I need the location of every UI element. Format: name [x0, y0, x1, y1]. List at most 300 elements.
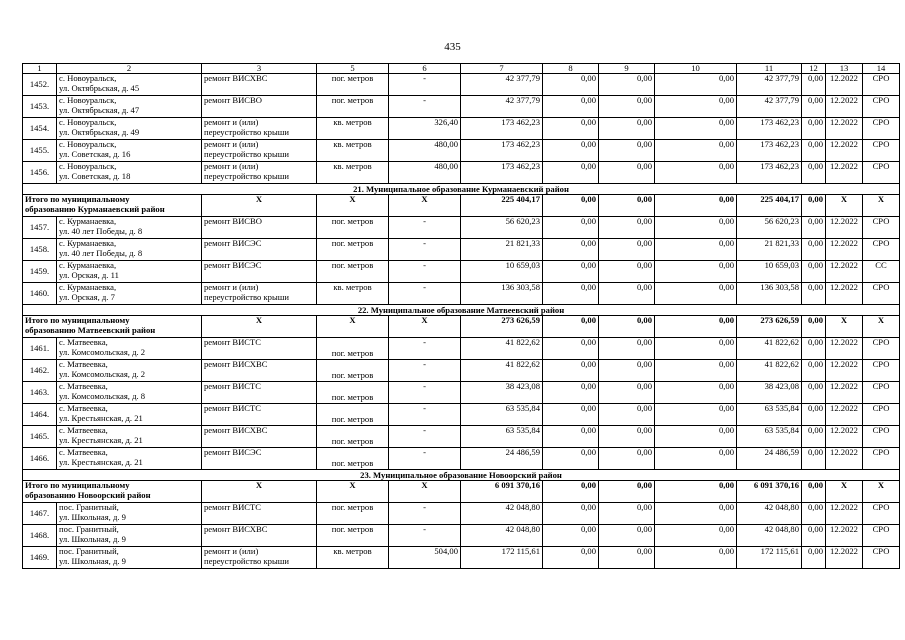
row-number: 1461.: [23, 338, 57, 360]
table-row: [23, 74, 900, 96]
address: [57, 525, 202, 547]
unit: кв. метров: [317, 140, 389, 162]
total-cell: X: [389, 195, 461, 217]
work-type-line-1: ремонт и (или): [204, 282, 259, 292]
work-type: [202, 239, 317, 261]
total-cell: X: [202, 481, 317, 503]
amount: 0,00: [655, 404, 737, 426]
address-line-1: с. Новоуральск,: [59, 73, 117, 83]
address-line-1: с. Матвеевка,: [59, 359, 108, 369]
funding-source: СРО: [863, 74, 900, 96]
table-row: [23, 426, 900, 448]
address-line-2: ул. Комсомольская, д. 2: [59, 368, 146, 379]
work-type: [202, 74, 317, 96]
work-type: [202, 547, 317, 569]
amount: 0,00: [802, 162, 826, 184]
unit: пог. метров: [317, 426, 389, 448]
amount: 173 462,23: [737, 118, 802, 140]
total-value: 0,00: [802, 316, 826, 338]
page-number: 435: [444, 41, 461, 53]
address: [57, 118, 202, 140]
work-type-line-2: переустройство крыши: [204, 170, 289, 181]
table-row: [23, 283, 900, 305]
address-line-2: ул. Школьная, д. 9: [59, 533, 126, 544]
area: -: [389, 261, 461, 283]
address-line-2: ул. Орская, д. 11: [59, 269, 119, 280]
amount: 24 486,59: [461, 448, 543, 470]
funding-source: СРО: [863, 338, 900, 360]
total-value: 0,00: [599, 195, 655, 217]
unit: пог. метров: [317, 239, 389, 261]
funding-source: СС: [863, 261, 900, 283]
work-type: [202, 525, 317, 547]
amount: 172 115,61: [461, 547, 543, 569]
amount: 0,00: [655, 426, 737, 448]
amount: 0,00: [543, 382, 599, 404]
unit: кв. метров: [317, 118, 389, 140]
completion-date: 12.2022: [826, 261, 863, 283]
amount: 63 535,84: [737, 426, 802, 448]
unit: пог. метров: [317, 382, 389, 404]
work-type-line-1: ремонт ВИСТС: [204, 502, 262, 512]
work-type: [202, 404, 317, 426]
table-row: [23, 96, 900, 118]
total-cell: X: [826, 481, 863, 503]
amount: 0,00: [599, 140, 655, 162]
work-type: [202, 261, 317, 283]
amount: 0,00: [543, 96, 599, 118]
address-line-1: с. Курманаевка,: [59, 238, 117, 248]
funding-source: СРО: [863, 448, 900, 470]
row-number: 1460.: [23, 283, 57, 305]
address-line-2: ул. Школьная, д. 9: [59, 555, 126, 566]
work-type-line-1: ремонт ВИСТС: [204, 403, 262, 413]
amount: 0,00: [655, 283, 737, 305]
amount: 0,00: [802, 96, 826, 118]
unit: пог. метров: [317, 404, 389, 426]
amount: 24 486,59: [737, 448, 802, 470]
total-cell: X: [863, 481, 900, 503]
amount: 0,00: [599, 74, 655, 96]
amount: 0,00: [655, 547, 737, 569]
unit: пог. метров: [317, 338, 389, 360]
address: [57, 426, 202, 448]
amount: 0,00: [655, 338, 737, 360]
address-line-1: с. Курманаевка,: [59, 260, 117, 270]
table-row: [23, 239, 900, 261]
amount: 0,00: [599, 239, 655, 261]
work-type-line-1: ремонт ВИСХВС: [204, 425, 268, 435]
work-type-line-1: ремонт ВИСХВС: [204, 524, 268, 534]
total-label-line-2: образованию Новоорский район: [25, 489, 151, 500]
amount: 63 535,84: [737, 404, 802, 426]
column-number: 13: [826, 64, 863, 74]
area: 326,40: [389, 118, 461, 140]
address: [57, 96, 202, 118]
amount: 21 821,33: [461, 239, 543, 261]
address-line-2: ул. Октябрьская, д. 49: [59, 126, 140, 137]
address-line-1: с. Курманаевка,: [59, 282, 117, 292]
work-type-line-1: ремонт ВИСТС: [204, 337, 262, 347]
section-title-row: [23, 305, 900, 316]
amount: 136 303,58: [737, 283, 802, 305]
amount: 0,00: [802, 426, 826, 448]
unit: пог. метров: [317, 217, 389, 239]
work-type: [202, 448, 317, 470]
address-line-2: ул. Комсомольская, д. 2: [59, 346, 146, 357]
total-cell: X: [826, 195, 863, 217]
amount: 0,00: [599, 382, 655, 404]
amount: 0,00: [543, 118, 599, 140]
area: -: [389, 382, 461, 404]
area: -: [389, 360, 461, 382]
area: 480,00: [389, 140, 461, 162]
work-type: [202, 426, 317, 448]
work-type: [202, 503, 317, 525]
amount: 42 377,79: [461, 74, 543, 96]
amount: 0,00: [599, 426, 655, 448]
total-value: 6 091 370,16: [461, 481, 543, 503]
row-number: 1469.: [23, 547, 57, 569]
work-type-line-1: ремонт и (или): [204, 161, 259, 171]
amount: 0,00: [802, 118, 826, 140]
section-title-row: [23, 184, 900, 195]
column-number: 7: [461, 64, 543, 74]
row-number: 1462.: [23, 360, 57, 382]
amount: 0,00: [599, 96, 655, 118]
work-type-line-1: ремонт ВИСТС: [204, 381, 262, 391]
amount: 0,00: [599, 162, 655, 184]
column-number-row: [23, 64, 900, 74]
address: [57, 382, 202, 404]
column-number: 3: [202, 64, 317, 74]
amount: 0,00: [599, 404, 655, 426]
column-number: 5: [317, 64, 389, 74]
table-row: [23, 404, 900, 426]
total-label-line-2: образованию Матвеевский район: [25, 324, 156, 335]
amount: 0,00: [599, 283, 655, 305]
amount: 0,00: [802, 404, 826, 426]
total-value: 0,00: [599, 481, 655, 503]
amount: 173 462,23: [461, 140, 543, 162]
completion-date: 12.2022: [826, 283, 863, 305]
area: -: [389, 96, 461, 118]
total-row: [23, 195, 900, 217]
total-cell: X: [202, 316, 317, 338]
work-type-line-1: ремонт ВИСХВС: [204, 73, 268, 83]
work-type: [202, 118, 317, 140]
amount: 0,00: [655, 96, 737, 118]
amount: 0,00: [599, 448, 655, 470]
address-line-1: с. Матвеевка,: [59, 447, 108, 457]
row-number: 1463.: [23, 382, 57, 404]
amount: 21 821,33: [737, 239, 802, 261]
amount: 42 377,79: [737, 74, 802, 96]
unit: кв. метров: [317, 547, 389, 569]
table-row: [23, 547, 900, 569]
funding-source: СРО: [863, 547, 900, 569]
work-type-line-1: ремонт ВИСЭС: [204, 238, 262, 248]
amount: 0,00: [543, 503, 599, 525]
total-cell: X: [202, 195, 317, 217]
work-type-line-1: ремонт и (или): [204, 546, 259, 556]
address-line-1: пос. Гранитный,: [59, 502, 119, 512]
total-value: 273 626,59: [737, 316, 802, 338]
amount: 0,00: [802, 547, 826, 569]
funding-source: СРО: [863, 382, 900, 404]
row-number: 1456.: [23, 162, 57, 184]
address: [57, 261, 202, 283]
amount: 63 535,84: [461, 404, 543, 426]
amount: 0,00: [543, 426, 599, 448]
total-cell: X: [317, 481, 389, 503]
address: [57, 283, 202, 305]
table-row: [23, 118, 900, 140]
amount: 0,00: [655, 261, 737, 283]
completion-date: 12.2022: [826, 74, 863, 96]
total-label-line-2: образованию Курманаевский район: [25, 203, 165, 214]
total-label-line-1: Итого по муниципальному: [25, 315, 130, 325]
total-value: 6 091 370,16: [737, 481, 802, 503]
total-cell: X: [863, 316, 900, 338]
total-value: 0,00: [543, 481, 599, 503]
work-type-line-1: ремонт ВИСЭС: [204, 260, 262, 270]
completion-date: 12.2022: [826, 404, 863, 426]
amount: 0,00: [599, 547, 655, 569]
funding-source: СРО: [863, 239, 900, 261]
amount: 0,00: [543, 547, 599, 569]
amount: 0,00: [599, 261, 655, 283]
total-value: 225 404,17: [461, 195, 543, 217]
amount: 0,00: [802, 338, 826, 360]
unit: пог. метров: [317, 525, 389, 547]
table-row: [23, 525, 900, 547]
address-line-2: ул. Школьная, д. 9: [59, 511, 126, 522]
amount: 0,00: [655, 217, 737, 239]
amount: 0,00: [802, 74, 826, 96]
completion-date: 12.2022: [826, 426, 863, 448]
total-label: [23, 316, 202, 338]
amount: 0,00: [655, 140, 737, 162]
total-cell: X: [826, 316, 863, 338]
column-number: 2: [57, 64, 202, 74]
amount: 0,00: [599, 217, 655, 239]
area: 480,00: [389, 162, 461, 184]
amount: 56 620,23: [737, 217, 802, 239]
address-line-1: пос. Гранитный,: [59, 546, 119, 556]
amount: 38 423,08: [737, 382, 802, 404]
address-line-2: ул. Крестьянская, д. 21: [59, 434, 143, 445]
work-type: [202, 360, 317, 382]
section-title: 21. Муниципальное образование Курманаевский район: [23, 184, 900, 195]
address: [57, 239, 202, 261]
table-row: [23, 503, 900, 525]
work-type: [202, 162, 317, 184]
amount: 0,00: [543, 338, 599, 360]
column-number: 9: [599, 64, 655, 74]
amount: 0,00: [655, 162, 737, 184]
unit: кв. метров: [317, 162, 389, 184]
row-number: 1466.: [23, 448, 57, 470]
row-number: 1452.: [23, 74, 57, 96]
amount: 0,00: [802, 261, 826, 283]
address-line-2: ул. Советская, д. 16: [59, 148, 131, 159]
total-value: 273 626,59: [461, 316, 543, 338]
total-cell: X: [389, 481, 461, 503]
area: -: [389, 525, 461, 547]
unit: пог. метров: [317, 96, 389, 118]
amount: 0,00: [802, 503, 826, 525]
amount: 42 377,79: [737, 96, 802, 118]
amount: 0,00: [655, 525, 737, 547]
address-line-1: с. Матвеевка,: [59, 337, 108, 347]
total-value: 0,00: [655, 481, 737, 503]
work-type-line-1: ремонт ВИСВО: [204, 216, 262, 226]
completion-date: 12.2022: [826, 503, 863, 525]
completion-date: 12.2022: [826, 239, 863, 261]
amount: 0,00: [543, 404, 599, 426]
amount: 10 659,03: [737, 261, 802, 283]
total-cell: X: [317, 316, 389, 338]
amount: 0,00: [655, 360, 737, 382]
table-row: [23, 162, 900, 184]
amount: 0,00: [543, 74, 599, 96]
amount: 136 303,58: [461, 283, 543, 305]
completion-date: 12.2022: [826, 448, 863, 470]
row-number: 1468.: [23, 525, 57, 547]
address-line-2: ул. 40 лет Победы, д. 8: [59, 225, 143, 236]
address: [57, 162, 202, 184]
amount: 41 822,62: [737, 360, 802, 382]
address-line-2: ул. Октябрьская, д. 47: [59, 104, 140, 115]
amount: 0,00: [802, 140, 826, 162]
work-type-line-2: переустройство крыши: [204, 555, 289, 566]
amount: 63 535,84: [461, 426, 543, 448]
area: -: [389, 217, 461, 239]
amount: 41 822,62: [737, 338, 802, 360]
work-type: [202, 140, 317, 162]
amount: 38 423,08: [461, 382, 543, 404]
amount: 0,00: [802, 525, 826, 547]
address-line-1: с. Новоуральск,: [59, 95, 117, 105]
row-number: 1457.: [23, 217, 57, 239]
amount: 0,00: [599, 338, 655, 360]
funding-source: СРО: [863, 140, 900, 162]
area: -: [389, 448, 461, 470]
address-line-1: с. Новоуральск,: [59, 161, 117, 171]
area: 504,00: [389, 547, 461, 569]
address: [57, 448, 202, 470]
unit: пог. метров: [317, 74, 389, 96]
funding-source: СРО: [863, 503, 900, 525]
address-line-2: ул. Комсомольская, д. 8: [59, 390, 146, 401]
address: [57, 404, 202, 426]
amount: 0,00: [543, 283, 599, 305]
amount: 0,00: [655, 382, 737, 404]
work-type: [202, 283, 317, 305]
work-type: [202, 382, 317, 404]
table-row: [23, 140, 900, 162]
total-label-line-1: Итого по муниципальному: [25, 480, 130, 490]
column-number: 6: [389, 64, 461, 74]
address-line-1: с. Новоуральск,: [59, 139, 117, 149]
address-line-2: ул. Крестьянская, д. 21: [59, 456, 143, 467]
table-row: [23, 261, 900, 283]
address: [57, 338, 202, 360]
total-value: 0,00: [655, 195, 737, 217]
total-cell: X: [863, 195, 900, 217]
table-row: [23, 382, 900, 404]
amount: 42 048,80: [737, 525, 802, 547]
amount: 0,00: [543, 162, 599, 184]
table-row: [23, 338, 900, 360]
area: -: [389, 426, 461, 448]
column-number: 8: [543, 64, 599, 74]
amount: 0,00: [543, 525, 599, 547]
completion-date: 12.2022: [826, 96, 863, 118]
section-title: 22. Муниципальное образование Матвеевский район: [23, 305, 900, 316]
funding-source: СРО: [863, 404, 900, 426]
amount: 41 822,62: [461, 338, 543, 360]
funding-source: СРО: [863, 360, 900, 382]
unit: пог. метров: [317, 448, 389, 470]
amount: 0,00: [599, 360, 655, 382]
amount: 173 462,23: [461, 118, 543, 140]
column-number: 14: [863, 64, 900, 74]
capital-repair-table: [22, 63, 900, 569]
work-type-line-1: ремонт и (или): [204, 117, 259, 127]
amount: 0,00: [543, 140, 599, 162]
total-label: [23, 481, 202, 503]
total-label-line-1: Итого по муниципальному: [25, 194, 130, 204]
amount: 173 462,23: [737, 140, 802, 162]
row-number: 1465.: [23, 426, 57, 448]
unit: пог. метров: [317, 261, 389, 283]
total-value: 0,00: [802, 481, 826, 503]
work-type-line-1: ремонт ВИСХВС: [204, 359, 268, 369]
row-number: 1455.: [23, 140, 57, 162]
work-type-line-2: переустройство крыши: [204, 291, 289, 302]
amount: 0,00: [543, 261, 599, 283]
completion-date: 12.2022: [826, 338, 863, 360]
work-type: [202, 96, 317, 118]
work-type: [202, 338, 317, 360]
total-cell: X: [317, 195, 389, 217]
amount: 0,00: [655, 118, 737, 140]
address-line-2: ул. Крестьянская, д. 21: [59, 412, 143, 423]
total-value: 0,00: [655, 316, 737, 338]
table-body: [23, 64, 900, 569]
address-line-2: ул. 40 лет Победы, д. 8: [59, 247, 143, 258]
section-title: 23. Муниципальное образование Новоорский район: [23, 470, 900, 481]
amount: 173 462,23: [737, 162, 802, 184]
funding-source: СРО: [863, 217, 900, 239]
total-value: 0,00: [599, 316, 655, 338]
amount: 0,00: [802, 283, 826, 305]
column-number: 1: [23, 64, 57, 74]
amount: 42 048,80: [461, 525, 543, 547]
column-number: 11: [737, 64, 802, 74]
total-value: 0,00: [543, 195, 599, 217]
row-number: 1453.: [23, 96, 57, 118]
area: -: [389, 74, 461, 96]
amount: 42 048,80: [461, 503, 543, 525]
address: [57, 547, 202, 569]
total-label: [23, 195, 202, 217]
amount: 0,00: [543, 360, 599, 382]
unit: пог. метров: [317, 503, 389, 525]
completion-date: 12.2022: [826, 382, 863, 404]
